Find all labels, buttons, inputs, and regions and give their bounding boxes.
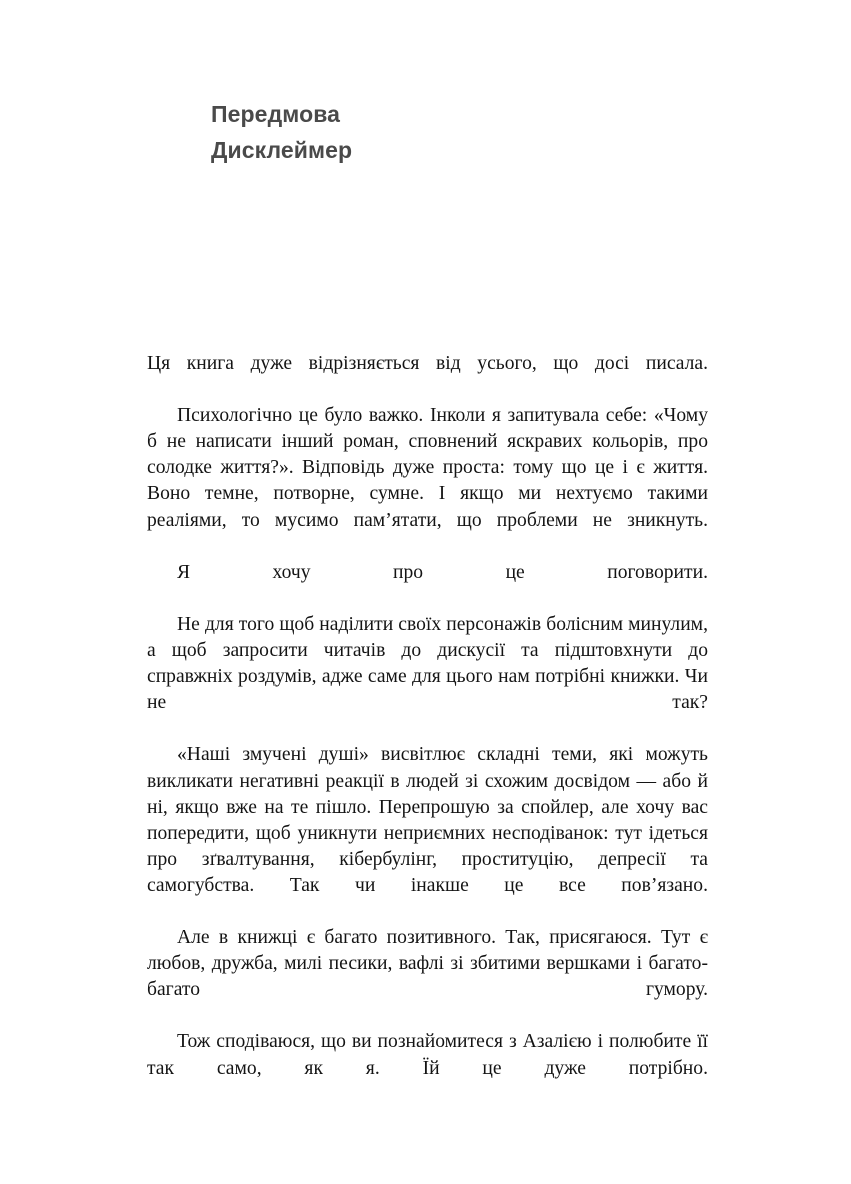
page-title <box>211 96 631 168</box>
chapter-heading-line-1: Передмова <box>211 101 341 127</box>
paragraph: Але в книжці є багато позитивного. Так, присягаюся. Тут є любов, дружба, милі песики, вафлі зі збитими вершками і багато-багато гумору. <box>147 927 708 1001</box>
body-text <box>147 351 708 1108</box>
paragraph: Не для того щоб наділити своїх персонажів болісним минулим, а щоб запросити читачів до дискусії та підштовхнути до справжніх роздумів, адже саме для цього нам потрібні книжки. Чи не так? <box>147 613 708 714</box>
paragraph: Ця книга дуже відрізняється від усього, що досі писала. <box>147 353 708 374</box>
paragraph: Тож сподіваюся, що ви познайомитеся з Азалією і полюбите її так само, як я. Їй це дуже потрібно. <box>147 1031 708 1079</box>
paragraph: Психологічно це було важко. Інколи я запитувала себе: «Чому б не написати інший роман, сповнений яскравих кольорів, про солодке життя?». Відповідь дуже проста: тому що це і є життя. Воно темне, потворне, сумне. І якщо ми нехтуємо такими реаліями, то мусимо пам’ятати, що проблеми не зникнуть. <box>147 405 708 531</box>
paragraph: «Наші змучені душі» висвітлює складні теми, які можуть викликати негативні реакції в людей зі схожим досвідом — або й ні, якщо вже на те пішло. Перепрошую за спойлер, але хочу вас попередити, щоб уникнути неприємних несподіванок: тут ідеться про зґвалтування, кібербулінг, проституцію, депресії та самогубства. Так чи інакше це все пов’язано. <box>147 744 708 896</box>
chapter-heading-line-2: Дисклеймер <box>211 137 353 163</box>
paragraph: Я хочу про це поговорити. <box>177 561 708 583</box>
